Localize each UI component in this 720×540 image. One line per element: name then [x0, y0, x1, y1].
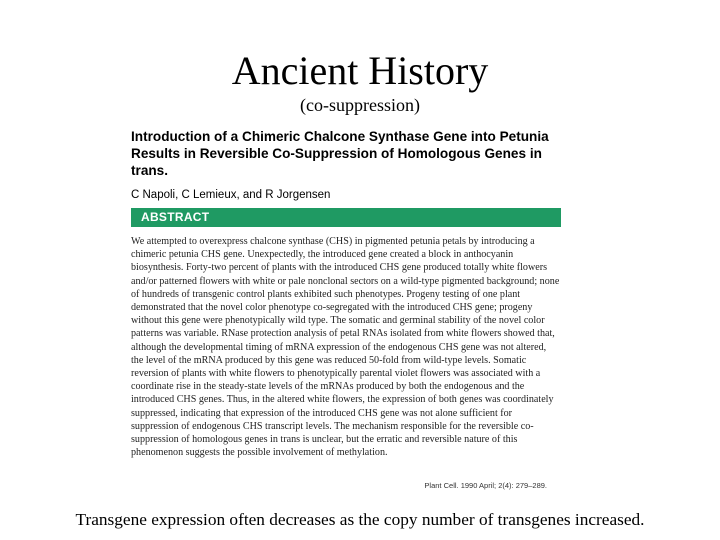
slide-caption: Transgene expression often decreases as the copy number of transgenes increased.	[75, 510, 645, 529]
slide-title: Ancient History	[231, 48, 489, 93]
paper-authors: C Napoli, C Lemieux, and R Jorgensen	[131, 189, 331, 201]
slide-subtitle: (co-suppression)	[300, 95, 420, 115]
abstract-text: We attempted to overexpress chalcone synthase (CHS) in pigmented petunia petals by introducing a chimeric petunia CHS gene. Unexpectedly, the introduced gene created a block in anthocyanin biosynthesis. Forty-two percent of plants with the introduced CHS gene produced totally white flowers and/or patterned flowers with white or pale nonclonal sectors on a wild-type pigmented background; none of hundreds of transgenic control plants exhibited such phenotypes. Progeny testing of one plant demonstrated that the novel color phenotype co-segregated with the introduced CHS gene; progeny without this gene were phenotypically wild type. The somatic and germinal stability of the novel color patterns was variable. RNase protection analysis of petal RNAs isolated from white flowers showed that, although the developmental timing of mRNA expression of the endogenous CHS gene was not altered, the level of the mRNA produced by this gene was reduced 50-fold from wild-type levels. Somatic reversion of plants with white flowers to phenotypically parental violet flowers was associated with a coordinate rise in the steady-state levels of the mRNAs produced by both the endogenous and the introduced CHS genes. Thus, in the altered white flowers, the expression of both genes was coordinately suppressed, indicating that expression of the introduced CHS gene was not alone sufficient for suppression of endogenous CHS transcript levels. The mechanism responsible for the reversible co-suppression of homologous genes in trans is unclear, but the erratic and reversible nature of this phenomenon suggests the possible involvement of methylation.	[131, 236, 560, 459]
paper-title: Introduction of a Chimeric Chalcone Synthase Gene into Petunia Results in Reversible Co-Suppression of Homologous Genes in trans.	[131, 129, 549, 178]
abstract-heading: ABSTRACT	[131, 208, 561, 227]
paper-citation: Plant Cell. 1990 April; 2(4): 279–289.	[424, 481, 547, 490]
paper-excerpt	[131, 128, 561, 490]
